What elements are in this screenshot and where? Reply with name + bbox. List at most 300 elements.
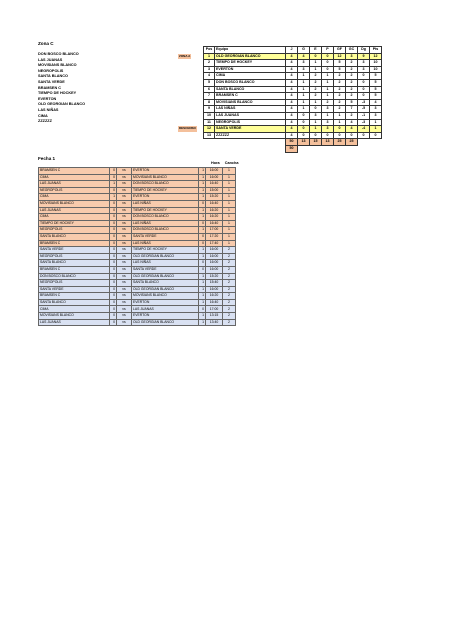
- standings-cell: 1: [298, 79, 310, 86]
- standings-cell: 1: [310, 66, 322, 73]
- fixture-cell: BRAMSEN C: [39, 293, 110, 300]
- fixture-cell: LAS JUANAS: [39, 181, 110, 188]
- fixture-cell: 16:00: [206, 266, 223, 273]
- standings-cell: 0: [334, 132, 346, 139]
- standings-row: [204, 73, 382, 80]
- zone-label-last: DESCENSO: [179, 126, 196, 131]
- standings-cell: 1: [370, 126, 382, 133]
- fixture-cell: 0: [110, 280, 117, 287]
- standings-row: [204, 119, 382, 126]
- fixture-cell: 1: [199, 194, 206, 201]
- fixture-cell: 1: [199, 286, 206, 293]
- standings-cell: 10: [204, 112, 215, 119]
- fixture-cell: LAS NIÑAS: [132, 260, 199, 267]
- standings-cell: Pts: [370, 47, 382, 54]
- team-list-item: TIEMPO DE HOCKEY: [38, 91, 77, 96]
- standings-cell: 5: [346, 99, 358, 106]
- fixture-cell: EVERTON: [132, 299, 199, 306]
- fixture-cell: 0: [110, 313, 117, 320]
- standings-cell: 0: [358, 93, 370, 100]
- standings-header-row: [204, 47, 382, 54]
- standings-cell: -3: [358, 119, 370, 126]
- fixture-cell: vs: [117, 286, 132, 293]
- zone-label-first: ZONA A: [179, 53, 191, 58]
- standings-cell: 0: [298, 126, 310, 133]
- fixture-cell: vs: [117, 253, 132, 260]
- fixture-cell: SANTA VERDE: [132, 266, 199, 273]
- fixture-cell: 2: [223, 266, 236, 273]
- standings-cell: MOVISIANS BLANCO: [215, 99, 286, 106]
- fixture-row: [39, 299, 236, 306]
- fixture-cell: 0: [110, 266, 117, 273]
- standings-cell: 3: [322, 126, 334, 133]
- standings-cell: 1: [370, 119, 382, 126]
- standings-cell: 2: [334, 73, 346, 80]
- fixture-cell: BRAMSEN C: [39, 240, 110, 247]
- fixture-cell: OLD GEORGIAN BLANCO: [132, 253, 199, 260]
- fixture-cell: 2: [223, 299, 236, 306]
- fixture-cell: vs: [117, 207, 132, 214]
- standings-cell: 0: [322, 53, 334, 60]
- standings-cell: 6: [204, 86, 215, 93]
- standings-cell: Equipo: [215, 47, 286, 54]
- fixture-row: [39, 207, 236, 214]
- fixture-cell: vs: [117, 319, 132, 326]
- fixture-cell: CIMA: [39, 194, 110, 201]
- standings-cell: Pos: [204, 47, 215, 54]
- standings-cell: 0: [370, 132, 382, 139]
- fixture-cell: LAS JUANAS: [39, 319, 110, 326]
- standings-cell: 8: [204, 99, 215, 106]
- standings-cell: 3: [204, 66, 215, 73]
- standings-cell: 1: [322, 93, 334, 100]
- standings-cell: GC: [346, 47, 358, 54]
- fixture-cell: 2: [223, 280, 236, 287]
- standings-cell: SANTA BLANCO: [215, 86, 286, 93]
- fixture-cell: LAS NIÑAS: [132, 220, 199, 227]
- standings-cell: 1: [298, 73, 310, 80]
- fixture-cell: vs: [117, 273, 132, 280]
- fixture-cell: 0: [199, 266, 206, 273]
- fixture-cell: 1: [223, 214, 236, 221]
- standings-cell: [215, 145, 286, 152]
- fixture-cell: 0: [110, 273, 117, 280]
- fixture-row: [39, 181, 236, 188]
- standings-cell: 2: [310, 86, 322, 93]
- fecha-title: Fecha 1: [38, 156, 56, 161]
- fixture-row: [39, 227, 236, 234]
- fixture-cell: OLD GEORGIAN BLANCO: [132, 273, 199, 280]
- fixture-cell: BRAMSEN C: [39, 168, 110, 175]
- fixture-cell: SANTA BLANCO: [39, 260, 110, 267]
- fixture-cell: vs: [117, 174, 132, 181]
- fixture-cell: 16:40: [206, 200, 223, 207]
- standings-cell: [204, 139, 215, 146]
- fixture-cell: 0: [110, 253, 117, 260]
- standings-cell: 4: [286, 79, 298, 86]
- fixture-cell: 0: [199, 200, 206, 207]
- standings-cell: 0: [298, 112, 310, 119]
- standings-cell: 2: [346, 73, 358, 80]
- fixture-cell: 1: [223, 174, 236, 181]
- standings-cell: -1: [358, 112, 370, 119]
- fixture-cell: 0: [110, 260, 117, 267]
- standings-cell: 0: [310, 132, 322, 139]
- fixture-row: [39, 273, 236, 280]
- fixture-cell: 16:00: [206, 247, 223, 254]
- hora-header: Hora: [211, 161, 220, 165]
- fixture-cell: 1: [199, 247, 206, 254]
- standings-cell: 4: [286, 126, 298, 133]
- team-list-item: SANTA BLANCO: [38, 74, 68, 79]
- fixture-cell: 15:40: [206, 280, 223, 287]
- standings-cell: 1: [310, 60, 322, 67]
- standings-cell: 50: [286, 139, 298, 146]
- fixture-cell: SANTA VERDE: [132, 233, 199, 240]
- standings-cell: 3: [322, 106, 334, 113]
- standings-cell: 2: [310, 93, 322, 100]
- standings-cell: 12: [370, 53, 382, 60]
- fixture-cell: 2: [223, 306, 236, 313]
- fixture-row: [39, 168, 236, 175]
- standings-cell: 2: [310, 79, 322, 86]
- standings-cell: SANTA VERDE: [215, 126, 286, 133]
- fixture-cell: 2: [223, 286, 236, 293]
- standings-row: [204, 66, 382, 73]
- fixture-cell: 0: [110, 240, 117, 247]
- team-list-item: NEGROPOLIS: [38, 68, 64, 73]
- fixture-cell: 0: [199, 240, 206, 247]
- fixture-row: [39, 187, 236, 194]
- standings-cell: 2: [334, 99, 346, 106]
- fixture-cell: 1: [199, 227, 206, 234]
- standings-cell: 4: [286, 132, 298, 139]
- standings-cell: ZZZZZZ: [215, 132, 286, 139]
- standings-cell: 5: [370, 86, 382, 93]
- standings-cell: LAS JUANAS: [215, 112, 286, 119]
- team-list-item: ZZZZZZ: [38, 119, 52, 124]
- standings-cell: 0: [310, 53, 322, 60]
- standings-cell: 4: [286, 53, 298, 60]
- standings-cell: 2: [346, 93, 358, 100]
- standings-cell: 0: [322, 60, 334, 67]
- fixture-cell: 13:15: [206, 313, 223, 320]
- fixture-cell: vs: [117, 214, 132, 221]
- fixture-row: [39, 220, 236, 227]
- team-list-item: BRAMSEN C: [38, 85, 61, 90]
- fixture-cell: 1: [223, 220, 236, 227]
- standings-cell: 9: [358, 53, 370, 60]
- fixture-cell: vs: [117, 306, 132, 313]
- fixture-cell: 0: [110, 293, 117, 300]
- fixture-cell: CIMA: [39, 174, 110, 181]
- standings-cell: BRAMSEN C: [215, 93, 286, 100]
- fixture-cell: vs: [117, 299, 132, 306]
- standings-cell: 4: [204, 73, 215, 80]
- fixture-cell: 2: [223, 273, 236, 280]
- standings-cell: 1: [334, 112, 346, 119]
- fixture-cell: TIEMPO DE HOCKEY: [132, 207, 199, 214]
- fixture-row: [39, 266, 236, 273]
- standings-cell: 3: [358, 60, 370, 67]
- fixture-cell: vs: [117, 200, 132, 207]
- fixture-cell: 1: [199, 273, 206, 280]
- standings-row: [204, 126, 382, 133]
- fixture-cell: 0: [110, 187, 117, 194]
- standings-cell: 13: [204, 132, 215, 139]
- fixture-cell: 13:40: [206, 319, 223, 326]
- standings-cell: 0: [322, 132, 334, 139]
- standings-cell: 4: [286, 106, 298, 113]
- fixture-cell: 1: [199, 253, 206, 260]
- fixture-cell: LAS NIÑAS: [132, 200, 199, 207]
- fixture-cell: vs: [117, 168, 132, 175]
- standings-cell: 5: [370, 93, 382, 100]
- standings-row: [204, 93, 382, 100]
- fixture-cell: DON BOSCO BLANCO: [132, 181, 199, 188]
- standings-cell: 7: [346, 106, 358, 113]
- fixture-row: [39, 194, 236, 201]
- standings-cell: 7: [204, 93, 215, 100]
- standings-cell: LAS NIÑAS: [215, 106, 286, 113]
- standings-cell: 3: [370, 112, 382, 119]
- standings-cell: 4: [286, 99, 298, 106]
- standings-cell: OLD GEORGIAN BLANCO: [215, 53, 286, 60]
- fixture-cell: vs: [117, 240, 132, 247]
- fixture-cell: 1: [199, 293, 206, 300]
- standings-cell: 0: [334, 126, 346, 133]
- fixture-cell: vs: [117, 266, 132, 273]
- standings-cell: P: [322, 47, 334, 54]
- standings-totals-row: [204, 139, 382, 146]
- standings-cell: -5: [358, 106, 370, 113]
- fixture-cell: SANTA BLANCO: [39, 299, 110, 306]
- fixture-cell: 0: [110, 220, 117, 227]
- standings-cell: 1 ZONA A: [204, 53, 215, 60]
- fixture-cell: 0: [110, 200, 117, 207]
- standings-cell: 4: [286, 60, 298, 67]
- fixture-cell: vs: [117, 247, 132, 254]
- standings-cell: 1: [322, 79, 334, 86]
- fixture-cell: 17:00: [206, 306, 223, 313]
- fixture-cell: 0: [110, 168, 117, 175]
- standings-cell: 2: [334, 86, 346, 93]
- standings-cell: -4: [358, 126, 370, 133]
- standings-cell: 5: [370, 79, 382, 86]
- standings-cell: 2: [334, 79, 346, 86]
- fixture-row: [39, 286, 236, 293]
- fixture-cell: 16:00: [206, 174, 223, 181]
- standings-cell: 2: [204, 60, 215, 67]
- standings-cell: 1: [298, 99, 310, 106]
- fixture-cell: CIMA: [39, 214, 110, 221]
- fixture-cell: 1: [199, 319, 206, 326]
- fixture-cell: EVERTON: [132, 194, 199, 201]
- standings-table-wrapper: [179, 46, 382, 153]
- team-list-item: DON BOSCO BLANCO: [38, 52, 79, 56]
- fixture-cell: 1: [223, 200, 236, 207]
- standings-cell: 3: [310, 112, 322, 119]
- fixture-cell: vs: [117, 233, 132, 240]
- fixture-cell: MOVISIANS BLANCO: [132, 293, 199, 300]
- standings-cell: 1: [298, 86, 310, 93]
- fixture-cell: BRAMSEN C: [39, 266, 110, 273]
- fixture-cell: vs: [117, 293, 132, 300]
- fixture-cell: NEGROPOLIS: [39, 280, 110, 287]
- fixture-cell: 1: [110, 194, 117, 201]
- standings-cell: 9: [204, 106, 215, 113]
- fixture-cell: 2: [223, 313, 236, 320]
- cancha-header: Cancha: [224, 161, 239, 165]
- fixture-cell: 1: [199, 207, 206, 214]
- standings-cell: 4: [286, 119, 298, 126]
- standings-cell: TIEMPO DE HOCKEY: [215, 60, 286, 67]
- fixture-cell: TIEMPO DE HOCKEY: [39, 220, 110, 227]
- standings-cell: 2: [346, 112, 358, 119]
- fixture-cell: 2: [223, 247, 236, 254]
- standings-cell: 5: [334, 60, 346, 67]
- fixture-cell: 0: [110, 233, 117, 240]
- fixture-cell: NEGROPOLIS: [39, 253, 110, 260]
- standings-cell: 0: [310, 106, 322, 113]
- fixture-cell: TIEMPO DE HOCKEY: [132, 187, 199, 194]
- fixture-cell: 17:40: [206, 240, 223, 247]
- fixture-cell: 0: [110, 286, 117, 293]
- standings-cell: 2: [334, 93, 346, 100]
- standings-cell: 4: [286, 86, 298, 93]
- standings-cell: E: [310, 47, 322, 54]
- fixture-cell: SANTA VERDE: [39, 247, 110, 254]
- fixture-row: [39, 306, 236, 313]
- fixture-cell: 16:20: [206, 214, 223, 221]
- fixture-cell: 17:00: [206, 227, 223, 234]
- fixture-cell: 16:00: [206, 168, 223, 175]
- fixture-cell: 1: [110, 181, 117, 188]
- fixture-cell: OLD GEORGIAN BLANCO: [132, 286, 199, 293]
- standings-cell: CIMA: [215, 73, 286, 80]
- team-list-item: MOVISIANS BLANCO: [38, 63, 77, 68]
- zone-title: Zona C: [38, 41, 54, 46]
- fixture-cell: 16:00: [206, 253, 223, 260]
- fixture-cell: 15:00: [206, 187, 223, 194]
- standings-cell: [204, 145, 215, 152]
- standings-cell: 1: [310, 99, 322, 106]
- standings-cell: 12 DESCENSO: [204, 126, 215, 133]
- standings-cell: 5: [334, 66, 346, 73]
- standings-cell: 12: [334, 53, 346, 60]
- team-list-item: OLD GEORGIAN BLANCO: [38, 102, 86, 107]
- standings-cell: 2: [310, 73, 322, 80]
- standings-cell: 50: [286, 145, 298, 152]
- fixture-cell: 1: [199, 181, 206, 188]
- fixture-row: [39, 319, 236, 326]
- fixture-cell: vs: [117, 181, 132, 188]
- fixture-cell: vs: [117, 194, 132, 201]
- standings-cell: 3: [322, 119, 334, 126]
- fixture-cell: 1: [223, 181, 236, 188]
- fixture-cell: EVERTON: [132, 168, 199, 175]
- fixture-column-headers: [211, 161, 238, 165]
- standings-cell: 1: [322, 86, 334, 93]
- fixture-cell: NEGROPOLIS: [39, 187, 110, 194]
- standings-totals-row-2: [204, 145, 382, 152]
- standings-cell: 0: [358, 79, 370, 86]
- fixtures-table: [38, 167, 236, 326]
- standings-row: [204, 99, 382, 106]
- standings-row: [204, 106, 382, 113]
- fixture-row: [39, 174, 236, 181]
- fixture-cell: LAS NIÑAS: [132, 240, 199, 247]
- fixture-cell: 2: [223, 319, 236, 326]
- fixture-cell: 0: [110, 214, 117, 221]
- standings-cell: 2: [322, 99, 334, 106]
- fixture-cell: DON BOSCO BLANCO: [132, 227, 199, 234]
- team-list-item: LAS JUANAS: [38, 57, 63, 62]
- fixture-cell: 0: [199, 260, 206, 267]
- fixture-cell: DON BOSCO BLANCO: [39, 273, 110, 280]
- fixture-cell: vs: [117, 227, 132, 234]
- standings-cell: 4: [286, 93, 298, 100]
- fixture-cell: 1: [223, 207, 236, 214]
- fixture-cell: EVERTON: [132, 313, 199, 320]
- standings-table: [179, 46, 382, 153]
- standings-cell: 0: [358, 73, 370, 80]
- standings-cell: 13: [322, 139, 334, 146]
- standings-row: [204, 86, 382, 93]
- standings-cell: 1: [310, 119, 322, 126]
- fixture-cell: 0: [110, 306, 117, 313]
- standings-cell: 25: [334, 139, 346, 146]
- fixture-cell: LAS JUANAS: [39, 207, 110, 214]
- fixture-cell: 1: [199, 214, 206, 221]
- standings-cell: 5: [204, 79, 215, 86]
- standings-cell: 1: [298, 106, 310, 113]
- fixture-cell: DON BOSCO BLANCO: [132, 214, 199, 221]
- standings-cell: 0: [322, 66, 334, 73]
- fixture-row: [39, 313, 236, 320]
- standings-cell: 10: [370, 66, 382, 73]
- standings-cell: 25: [346, 139, 358, 146]
- standings-cell: 3: [298, 66, 310, 73]
- fixture-cell: 0: [199, 306, 206, 313]
- fixture-cell: MOVISIANS BLANCO: [39, 313, 110, 320]
- fixture-cell: SANTA BLANCO: [39, 233, 110, 240]
- fixture-cell: 1: [223, 168, 236, 175]
- fixture-cell: vs: [117, 313, 132, 320]
- standings-cell: 2: [346, 60, 358, 67]
- standings-cell: 13: [298, 139, 310, 146]
- fixture-cell: 16:40: [206, 220, 223, 227]
- fixture-cell: MOVISIANS BLANCO: [39, 200, 110, 207]
- standings-cell: 10: [370, 60, 382, 67]
- fixture-cell: vs: [117, 220, 132, 227]
- standings-cell: 4: [346, 119, 358, 126]
- team-list: [38, 52, 85, 125]
- standings-cell: G: [298, 47, 310, 54]
- fixture-cell: vs: [117, 280, 132, 287]
- standings-row: [204, 132, 382, 139]
- standings-cell: 0: [358, 86, 370, 93]
- fixture-cell: 1: [223, 240, 236, 247]
- fixture-cell: 2: [223, 260, 236, 267]
- standings-cell: 3: [358, 66, 370, 73]
- fixture-cell: CIMA: [39, 306, 110, 313]
- fixture-cell: 1: [199, 313, 206, 320]
- fixture-cell: SANTA BLANCO: [132, 280, 199, 287]
- fixture-cell: 1: [199, 187, 206, 194]
- fixture-cell: 15:20: [206, 273, 223, 280]
- standings-cell: 2: [334, 106, 346, 113]
